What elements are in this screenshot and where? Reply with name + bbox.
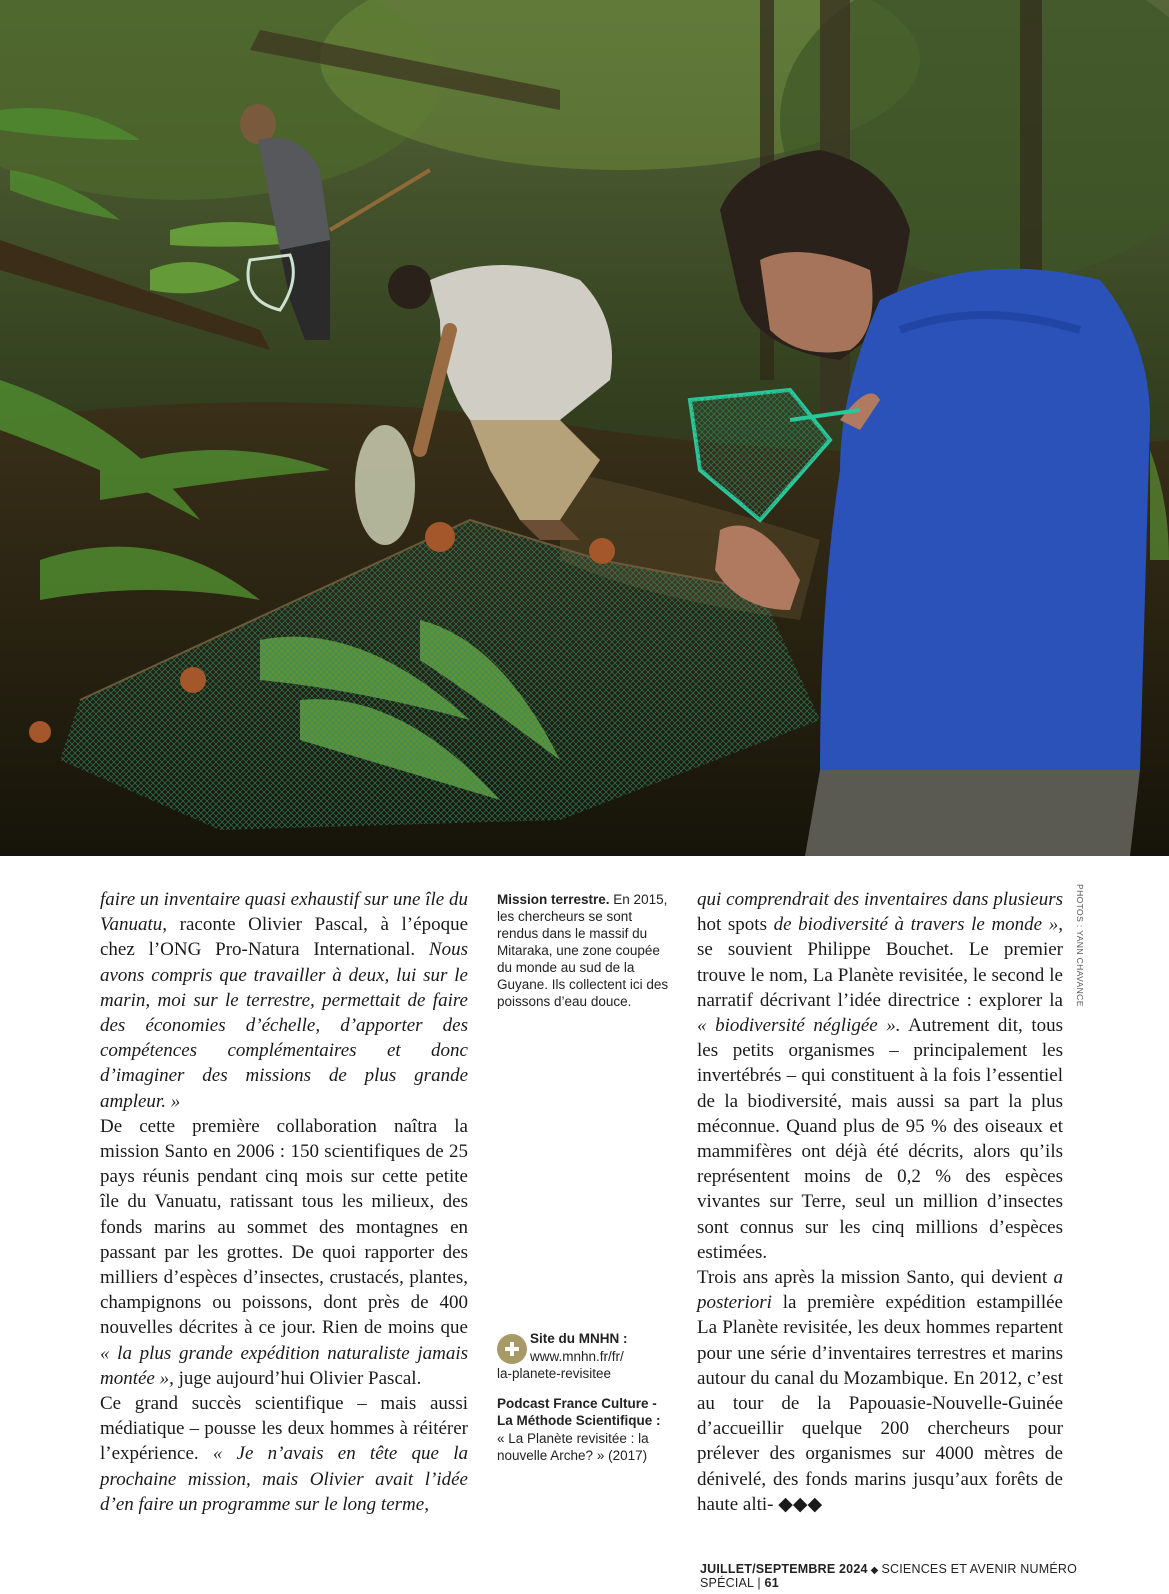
body-text: Trois ans après la mission Santo, qui devient bbox=[697, 1267, 1054, 1289]
magazine-name: SCIENCES ET AVENIR NUMÉRO SPÉCIAL bbox=[700, 1562, 1078, 1590]
photo-credit: PHOTOS : YANN CHAVANCE bbox=[1075, 884, 1085, 1007]
body-text: Ce grand succès scientifique – mais aussi médiatique – pousse les deux hommes à réitérer l’expérience. bbox=[100, 1393, 468, 1465]
quote-text: « la plus grande expédition naturaliste jamais montée », bbox=[100, 1342, 468, 1389]
body-text: la première expédition estampillée La Planète revisitée, les deux hommes repartent pour une série d’inventaires terrestres et marins autour du canal du Mozambique. En 2012, c’est au tour de la Papouasie-Nouvelle-Guinée d’accueillir quelque 200 chercheurs pour prélever des organismes sur 4000 mètres de dénivelé, des fonds marins jusqu’aux forêts de haute alti- bbox=[697, 1292, 1063, 1515]
podcast-reference bbox=[497, 1395, 669, 1465]
mnhn-url-cont: la-planete-revisitee bbox=[497, 1366, 612, 1381]
mnhn-url: www.mnhn.fr/fr/ bbox=[530, 1348, 624, 1364]
separator-bar: | bbox=[753, 1576, 765, 1590]
mnhn-title: Site du MNHN : bbox=[530, 1331, 628, 1346]
quote-text: qui comprendrait des inventaires dans plusieurs bbox=[697, 889, 1063, 910]
issue-date: JUILLET/SEPTEMBRE 2024 bbox=[700, 1562, 868, 1576]
article-column-right bbox=[697, 887, 1063, 1517]
photo-caption bbox=[497, 891, 669, 1010]
separator-diamond: ◆ bbox=[867, 1565, 882, 1576]
quote-text: « biodiversité négligée ». bbox=[697, 1015, 901, 1037]
resources-sidebar bbox=[497, 1330, 669, 1465]
continuation-mark: ◆◆◆ bbox=[773, 1493, 823, 1515]
podcast-text: « La Planète revisitée : la nouvelle Arche? » (2017) bbox=[497, 1430, 649, 1463]
body-text: juge aujourd’hui Olivier Pascal. bbox=[173, 1367, 422, 1389]
body-text: hot spots bbox=[697, 914, 774, 936]
mnhn-link-block[interactable] bbox=[497, 1330, 669, 1383]
plus-icon bbox=[497, 1334, 527, 1364]
page-number: 61 bbox=[764, 1576, 779, 1590]
body-text: De cette première collaboration naîtra la mission Santo en 2006 : 150 scientifiques de 25 pays réunis pendant cinq mois sur cette petite île du Vanuatu, ratissant tous les milieux, des fonds marins au sommet des montagnes en passant par les grottes. De quoi rapporter des milliers d’espèces d’insectes, crustacés, plantes, champignons ou poissons, dont près de 400 nouvelles décrites à ce jour. Rien de moins que bbox=[100, 1115, 468, 1339]
quote-text: de biodiversité à travers le monde », bbox=[773, 914, 1063, 936]
quote-text: faire un inventaire quasi exhaustif sur une île du Vanuatu, bbox=[100, 889, 468, 936]
body-text: raconte Olivier Pascal, à l’époque chez l’ONG Pro-Natura International. bbox=[100, 914, 468, 961]
quote-text: « Je n’avais en tête que la prochaine mission, mais Olivier avait l’idée d’en faire un programme sur le long terme, bbox=[100, 1443, 468, 1515]
page-footer bbox=[700, 1562, 1080, 1590]
caption-text: En 2015, les chercheurs se sont rendus dans le massif du Mitaraka, une zone coupée du monde au sud de la Guyane. Ils collectent ici des poissons d’eau douce. bbox=[497, 892, 669, 1009]
article-column-left bbox=[100, 887, 468, 1517]
quote-text: Nous avons compris que travailler à deux, lui sur le marin, moi sur le terrestre, permettait de faire des économies d’échelle, d’apporter des compétences complémentaires et donc d’imaginer des missions de plus grande ampleur. » bbox=[100, 939, 468, 1112]
italic-term: a posteriori bbox=[697, 1267, 1063, 1314]
body-text: se souvient Philippe Bouchet. Le premier trouve le nom, La Planète revisitée, le second le narratif décrivant l’idée directrice : explorer la bbox=[697, 939, 1063, 1011]
podcast-title: Podcast France Culture - La Méthode Scientifique : bbox=[497, 1395, 661, 1428]
caption-title: Mission terrestre. bbox=[497, 892, 610, 907]
body-text: Autrement dit, tous les petits organismes – principalement les invertébrés – qui constituent à la fois l’essentiel de la biodiversité, mais aussi sa part la plus méconnue. Quand plus de 95 % des oiseaux et mammifères ont déjà été décrits, alors qu’ils représentent moins de 0,2 % des espèces vivantes sur Terre, seul un million d’insectes sont connus sur les cinq millions d’espèces estimées. bbox=[697, 1015, 1063, 1263]
